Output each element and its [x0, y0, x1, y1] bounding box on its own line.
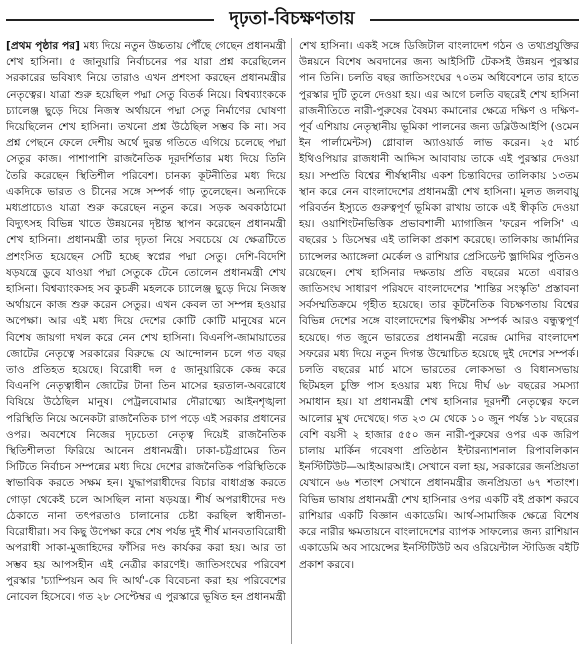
headline-bar	[0, 4, 585, 34]
column-divider	[291, 38, 292, 644]
article-column-left	[6, 38, 286, 644]
article-column-right	[299, 38, 579, 644]
continuation-label: [প্রথম পৃষ্ঠার পর]	[6, 40, 80, 52]
headline-rule-left	[6, 19, 214, 21]
column-right-text: শেখ হাসিনা। একই সঙ্গে ডিজিটাল বাংলাদেশ গঠন ও তথ্যপ্রযুক্তির উন্নয়নে বিশেষ অবদানের জন্য আইসিটি টেকসই উন্নয়ন পুরস্কার পান তিনি। চলতি বছর জাতিসংঘের ৭০তম অধিবেশনে তার হাতে পুরস্কার দুটি তুলে দেওয়া হয়। এর আগে চলতি বছরেই শেখ হাসিনা রাজনীতিতে নারী-পুরুষের বৈষম্য কমানোর ক্ষেত্রে দক্ষিণ ও দক্ষিণ-পূর্ব এশিয়ায় নেতৃস্থানীয় ভূমিকা পালনের জন্য ডব্লিউআইপি (ওমেন ইন পার্লামেন্টস) গ্লোবাল অ্যাওয়ার্ড লাভ করেন। ২৫ মার্চ ইথিওপিয়ার রাজধানী আদ্দিস আবাবায় তাকে এই পুরস্কার দেওয়া হয়। সম্প্রতি বিশ্বের শীর্ষস্থানীয় একশ চিন্তাবিদের তালিকায় ১৩তম স্থান করে নেন বাংলাদেশের প্রধানমন্ত্রী শেখ হাসিনা। মূলত জলবায়ু পরিবর্তন ইস্যুতে গুরুত্বপূর্ণ ভূমিকা রাখায় তাকে এই স্বীকৃতি দেওয়া হয়। ওয়াশিংটনভিত্তিক প্রভাবশালী ম্যাগাজিন 'ফরেন পলিসি' এ বছরের ১ ডিসেম্বর এই তালিকা প্রকাশ করেছে। তালিকায় জার্মানির চ্যান্সেলর অ্যাঙ্গেলা মের্কেল ও রাশিয়ার প্রেসিডেন্ট ভ্লাদিমির পুতিনও রয়েছেন। শেখ হাসিনার দক্ষতায় প্রতি বছরের মতো এবারও জাতিসংঘ সাধারণ পরিষদে বাংলাদেশের 'শান্তির সংস্কৃতি' প্রস্তাবনা সর্বসম্মতিক্রমে গৃহীত হয়েছে। তার কূটনৈতিক বিচক্ষণতায় বিশ্বের বিভিন্ন দেশের সঙ্গে বাংলাদেশের দ্বিপক্ষীয় সম্পর্ক আরও বন্ধুত্বপূর্ণ হয়েছে। গত জুনে ভারতের প্রধানমন্ত্রী নরেন্দ্র মোদির বাংলাদেশ সফরের মধ্য দিয়ে নতুন দিগন্ত উন্মোচিত হয়েছে দুই দেশের সম্পর্ক। চলতি বছরের মার্চ মাসে ভারতের লোকসভা ও বিধানসভায় ছিটমহল চুক্তি পাস হওয়ার মধ্য দিয়ে দীর্ঘ ৬৮ বছরের সমস্যা সমাধান হয়। যা প্রধানমন্ত্রী শেখ হাসিনার দূরদর্শী নেতৃত্বের ফলে আলোর মুখ দেখেছে। গত ২৩ মে থেকে ১০ জুন পর্যন্ত ১৮ বছরের বেশি বয়সী ২ হাজার ৫৫০ জন নারী-পুরুষের ওপর এক জরিপ চালায় মার্কিন গবেষণা প্রতিষ্ঠান ইন্টারন্যাশনাল রিপাবলিকান ইনস্টিটিউট—আইআরআই। সেখানে বলা হয়, সরকারের জনপ্রিয়তা যেখানে ৬৬ শতাংশ সেখানে প্রধানমন্ত্রীর জনপ্রিয়তা ৬৭ শতাংশ। বিভিন্ন ভাষায় প্রধানমন্ত্রী শেখ হাসিনার ওপর একটি বই প্রকাশ করবে রাশিয়ার একটি বিজ্ঞান একাডেমি। আর্থ-সামাজিক ক্ষেত্রে বিশেষ করে নারীর ক্ষমতায়নে বাংলাদেশের ব্যাপক সাফল্যের জন্য রাশিয়ান একাডেমি অব সায়েন্সের ইনস্টিটিউট অব ওরিয়েন্টাল স্টাডিজ বইটি প্রকাশ করবে।	[299, 40, 579, 571]
column-left-text: মধ্য দিয়ে নতুন উচ্চতায় পৌঁছে গেছেন প্রধানমন্ত্রী শেখ হাসিনা। ৫ জানুয়ারি নির্বাচনের পর যারা প্রশ্ন করেছিলেন সরকারের ভবিষ্যৎ নিয়ে তারাও এখন প্রশংসা করছেন প্রধানমন্ত্রীর নেতৃত্বের। যাত্রা শুরু হয়েছিল পদ্মা সেতু বিতর্ক নিয়ে। বিশ্বব্যাংককে চ্যালেঞ্জ ছুড়ে দিয়ে নিজস্ব অর্থায়নে পদ্মা সেতু নির্মাণের ঘোষণা দিয়েছিলেন শেখ হাসিনা। তখনো প্রশ্ন উঠেছিল সম্ভব কি না। সব প্রশ্ন পেছনে ফেলে দেশীয় অর্থে দুরন্ত গতিতে এগিয়ে চলেছে পদ্মা সেতুর কাজ। পাশাপাশি রাজনৈতিক দূরদর্শিতার মধ্য দিয়ে তিনি তৈরি করেছেন স্থিতিশীল পরিবেশ। চানক্য কূটনীতির মধ্য দিয়ে একদিকে ভারত ও চীনের সঙ্গে সম্পর্ক গাঢ় তুলেছেন। অন্যদিকে মধ্যপ্রাচ্যেও যাত্রা শুরু করেছেন নতুন করে। সড়ক অবকাঠামো বিদ্যুৎসহ বিভিন্ন খাতে উন্নয়নের দৃষ্টান্ত স্থাপন করেছেন প্রধানমন্ত্রী শেখ হাসিনা। প্রধানমন্ত্রী তার দৃঢ়তা নিয়ে সবচেয়ে যে ক্ষেত্রটিতে প্রশংসিত হয়েছেন সেটি হচ্ছে স্বপ্নের পদ্মা সেতু। দেশি-বিদেশি ষড়যন্ত্রে ডুবে যাওয়া পদ্মা সেতুকে টেনে তোলেন প্রধানমন্ত্রী শেখ হাসিনা। বিশ্বব্যাংকসহ সব কুচক্রী মহলকে চ্যালেঞ্জ ছুড়ে দিয়ে নিজস্ব অর্থায়নে কাজ শুরু করেন সেতুর। এখন কেবল তা সম্পন্ন হওয়ার অপেক্ষা। আর এই মধ্য দিয়ে দেশের কোটি কোটি মানুষের মনে বিশেষ জায়গা দখল করে নেন শেখ হাসিনা। বিএনপি-জামায়াতের জোটের নেতৃত্বে সরকারের বিরুদ্ধে যে আন্দোলন চলে গত বছর তাও প্রতিহত হয়েছে। বিরোধী দল ৫ জানুয়ারিকে কেন্দ্র করে বিএনপি নেতৃত্বাধীন জোটের টানা তিন মাসের হরতাল-অবরোধে বিষিয়ে উঠেছিল মানুষ। পেট্রলবোমার দৌরাত্ম্যে আইনশৃঙ্খলা পরিস্থিতি নিয়ে অনেকটা রাজনৈতিক চাপ পড়ে এই সরকার প্রধানের ওপর। অবশেষে নিজের দৃঢ়চেতা নেতৃত্ব দিয়েই রাজনৈতিক স্থিতিশীলতা ফিরিয়ে আনেন প্রধানমন্ত্রী। ঢাকা-চট্টগ্রামের তিন সিটিতে নির্বাচন সম্পন্নের মধ্য দিয়ে দেশের রাজনৈতিক পরিস্থিতিকে স্বাভাবিক করতে সক্ষম হন। যুদ্ধাপরাধীদের বিচার বাধাগ্রস্ত করতে গোড়া থেকেই চলে আসছিল নানা ষড়যন্ত্র। শীর্ষ অপরাধীদের দণ্ড ঠেকাতে নানা তৎপরতাও চালানোর চেষ্টা করছিল স্বাধীনতা-বিরোধীরা। সব কিছু উপেক্ষা করে শেষ পর্যন্ত দুই শীর্ষ মানবতাবিরোধী অপরাধী সাকা-মুজাহিদের ফাঁসির দণ্ড কার্যকর করা হয়। আর তা সম্ভব হয় আপসহীন এই নেত্রীর কারণেই। জাতিসংঘের পরিবেশ পুরস্কার 'চ্যাম্পিয়ন অব দি আর্থ'-কে বিবেচনা করা হয় পরিবেশের নোবেল হিসেবে। গত ২৮ সেপ্টেম্বর এ পুরস্কারে ভূষিত হন প্রধানমন্ত্রী	[6, 40, 286, 603]
headline: দৃঢ়তা-বিচক্ষণতায়	[229, 8, 355, 29]
headline-rule-right	[370, 19, 579, 21]
column-left-paragraph	[6, 38, 286, 605]
